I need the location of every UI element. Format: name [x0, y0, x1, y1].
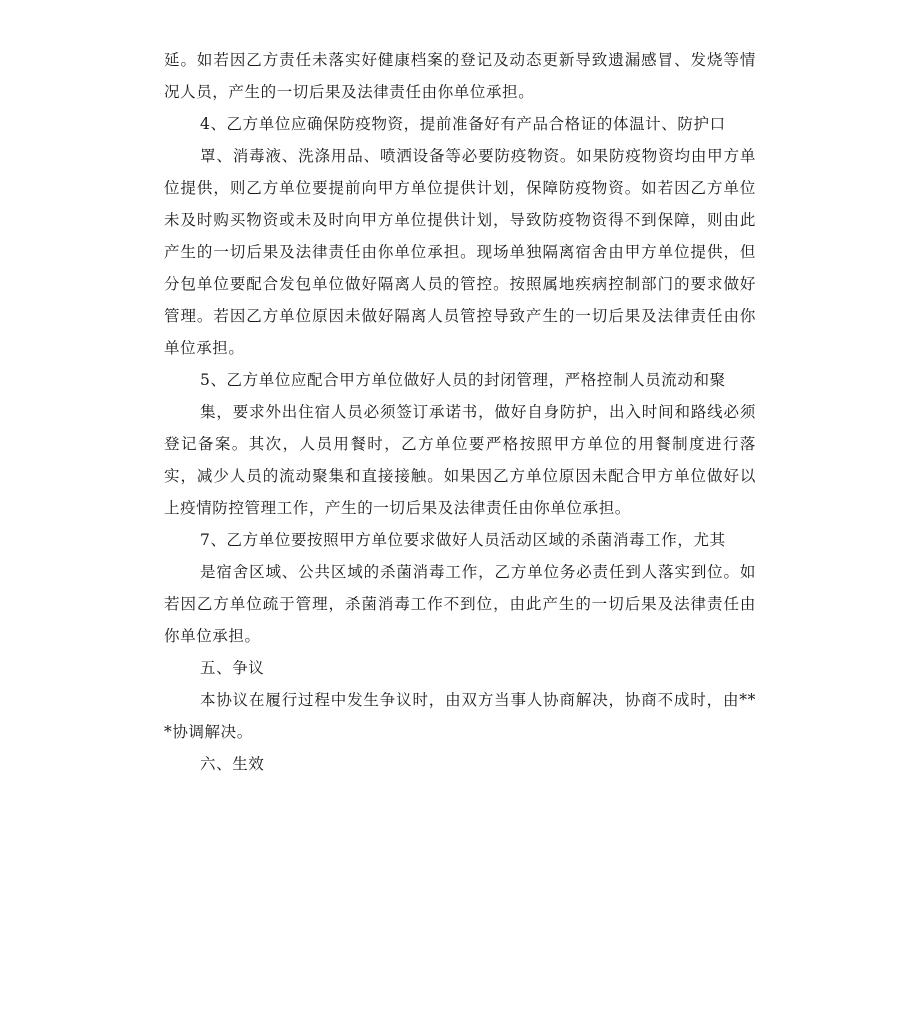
section-heading-dispute: 五、争议 — [200, 659, 265, 677]
paragraph-item-4-body: 罩、消毒液、洗涤用品、喷洒设备等必要防疫物资。如果防疫物资均由甲方单位提供，则乙方单位要提前向甲方单位提供计划，保障防疫物资。如若因乙方单位未及时购买物资或未及时向甲方单位提供计划，导致防疫物资得不到保障，则由此产生的一切后果及法律责任由你单位承担。现场单独隔离宿舍由甲方单位提供，但分包单位要配合发包单位做好隔离人员的管控。按照属地疾病控制部门的要求做好管理。若因乙方单位原因未做好隔离人员管控导致产生的一切后果及法律责任由你单位承担。 — [164, 147, 756, 357]
paragraph-item-7-heading: 7、乙方单位要按照甲方单位要求做好人员活动区域的杀菌消毒工作，尤其 — [200, 531, 726, 549]
section-heading-effective: 六、生效 — [200, 755, 265, 773]
document-body — [164, 44, 756, 780]
paragraph-item-5-body: 集，要求外出住宿人员必须签订承诺书，做好自身防护，出入时间和路线必须登记备案。其次，人员用餐时，乙方单位要严格按照甲方单位的用餐制度进行落实，减少人员的流动聚集和直接接触。如果因乙方单位原因未配合甲方单位做好以上疫情防控管理工作，产生的一切后果及法律责任由你单位承担。 — [164, 403, 756, 517]
paragraph-item-5-heading: 5、乙方单位应配合甲方单位做好人员的封闭管理，严格控制人员流动和聚 — [200, 371, 726, 389]
paragraph-dispute: 本协议在履行过程中发生争议时，由双方当事人协商解决，协商不成时，由***协调解决。 — [164, 691, 756, 741]
paragraph-item-7-body: 是宿舍区域、公共区域的杀菌消毒工作，乙方单位务必责任到人落实到位。如若因乙方单位疏于管理，杀菌消毒工作不到位，由此产生的一切后果及法律责任由你单位承担。 — [164, 563, 756, 645]
paragraph-item-4-heading: 4、乙方单位应确保防疫物资，提前准备好有产品合格证的体温计、防护口 — [200, 115, 726, 133]
paragraph-continued: 延。如若因乙方责任未落实好健康档案的登记及动态更新导致遗漏感冒、发烧等情况人员，产生的一切后果及法律责任由你单位承担。 — [164, 51, 756, 101]
